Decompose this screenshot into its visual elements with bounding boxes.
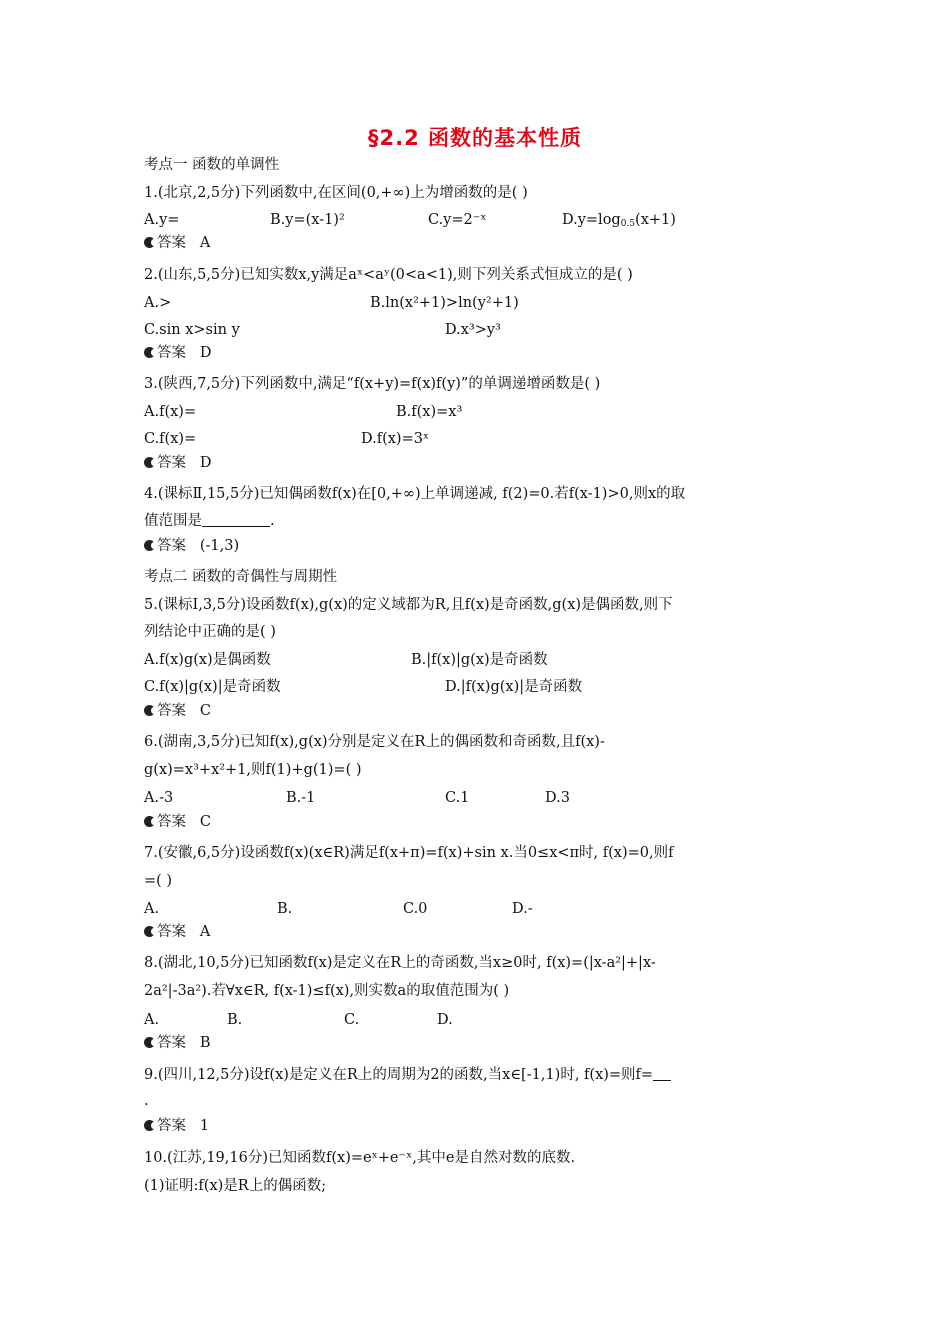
question-10-line2: (1)证明:f(x)是R上的偶函数;	[144, 1178, 327, 1194]
q4-line2-post: .	[270, 513, 275, 529]
question-7-line2: =( )	[144, 873, 173, 889]
answer-icon	[144, 1120, 155, 1131]
answer-row	[144, 812, 211, 832]
q3-option-b: B.f(x)=x³	[396, 404, 463, 420]
question-3-stem: 3.(陕西,7,5分)下列函数中,满足“f(x+y)=f(x)f(y)”的单调递增函数是( )	[144, 376, 601, 392]
answer-icon	[144, 1037, 155, 1048]
q1-option-d-pre: D.y=log	[562, 212, 621, 228]
question-9-line2: .	[144, 1093, 149, 1109]
answer-row	[144, 1033, 210, 1053]
q7-option-d: D.-	[512, 901, 533, 917]
q2-option-c: C.sin x>sin y	[144, 322, 240, 338]
q8-option-b: B.	[227, 1012, 243, 1028]
q8-option-d: D.	[437, 1012, 453, 1028]
answer-row	[144, 233, 210, 253]
answer-row	[144, 1116, 209, 1136]
answer-icon	[144, 540, 155, 551]
q7-option-b: B.	[277, 901, 293, 917]
answer-label: 答案	[157, 455, 186, 471]
answer-icon	[144, 237, 155, 248]
answer-value: (-1,3)	[199, 538, 240, 554]
q1-option-d-sub: 0.5	[620, 219, 636, 229]
question-4-line1: 4.(课标Ⅱ,15,5分)已知偶函数f(x)在[0,+∞)上单调递减, f(2)=0.若f(x-1)>0,则x的取	[144, 486, 686, 502]
q7-option-a: A.	[144, 901, 160, 917]
answer-icon	[144, 457, 155, 468]
q5-option-a: A.f(x)g(x)是偶函数	[144, 652, 271, 668]
page-title: §2.2 函数的基本性质	[367, 126, 582, 150]
question-5-line2: 列结论中正确的是( )	[144, 624, 276, 640]
q6-option-d: D.3	[545, 790, 570, 806]
q4-line2-pre: 值范围是	[144, 513, 202, 529]
answer-label: 答案	[157, 924, 186, 940]
q1-option-d-post: (x+1)	[635, 212, 676, 228]
q9-line1-text: 9.(四川,12,5分)设f(x)是定义在R上的周期为2的函数,当x∈[-1,1)时, f(x)=则f=	[144, 1067, 654, 1083]
answer-blank	[202, 512, 270, 527]
answer-value: 1	[199, 1118, 210, 1134]
answer-label: 答案	[157, 1035, 186, 1051]
q8-option-c: C.	[344, 1012, 360, 1028]
q6-option-b: B.-1	[286, 790, 316, 806]
answer-icon	[144, 926, 155, 937]
section-heading: 考点二 函数的奇偶性与周期性	[144, 569, 338, 585]
q5-option-c: C.f(x)|g(x)|是奇函数	[144, 679, 281, 695]
answer-label: 答案	[157, 1118, 186, 1134]
answer-row	[144, 453, 211, 473]
q7-option-c: C.0	[403, 901, 428, 917]
answer-label: 答案	[157, 345, 186, 361]
q6-option-a: A.-3	[144, 790, 174, 806]
q5-option-b: B.|f(x)|g(x)是奇函数	[411, 652, 548, 668]
question-8-line1: 8.(湖北,10,5分)已知函数f(x)是定义在R上的奇函数,当x≥0时, f(x)=(|x-a²|+|x-	[144, 955, 656, 971]
answer-blank	[653, 1066, 671, 1081]
q2-option-d: D.x³>y³	[445, 322, 501, 338]
question-8-line2: 2a²|-3a²).若∀x∈R, f(x-1)≤f(x),则实数a的取值范围为( )	[144, 983, 510, 999]
question-6-line1: 6.(湖南,3,5分)已知f(x),g(x)分别是定义在R上的偶函数和奇函数,且f(x)-	[144, 734, 605, 750]
q3-option-c: C.f(x)=	[144, 431, 197, 447]
answer-label: 答案	[157, 538, 186, 554]
answer-value: C	[199, 703, 211, 719]
q3-option-d: D.f(x)=3ˣ	[361, 431, 430, 447]
question-1-stem: 1.(北京,2,5分)下列函数中,在区间(0,+∞)上为增函数的是( )	[144, 185, 528, 201]
q6-option-c: C.1	[445, 790, 470, 806]
question-6-line2: g(x)=x³+x²+1,则f(1)+g(1)=( )	[144, 762, 362, 778]
question-7-line1: 7.(安徽,6,5分)设函数f(x)(x∈R)满足f(x+π)=f(x)+sin x.当0≤x<π时, f(x)=0,则f	[144, 845, 674, 861]
answer-value: B	[199, 1035, 211, 1051]
question-2-stem: 2.(山东,5,5分)已知实数x,y满足aˣ<aʸ(0<a<1),则下列关系式恒成立的是( )	[144, 267, 633, 283]
answer-label: 答案	[157, 235, 186, 251]
answer-icon	[144, 705, 155, 716]
question-4-line2	[144, 511, 275, 531]
answer-value: D	[199, 455, 212, 471]
answer-value: A	[199, 235, 211, 251]
answer-label: 答案	[157, 814, 186, 830]
q1-option-d	[562, 210, 676, 234]
answer-value: C	[199, 814, 211, 830]
answer-row	[144, 701, 211, 721]
q3-option-a: A.f(x)=	[144, 404, 197, 420]
q1-option-b: B.y=(x-1)²	[270, 212, 345, 228]
q5-option-d: D.|f(x)g(x)|是奇函数	[445, 679, 583, 695]
q1-option-c: C.y=2⁻ˣ	[428, 212, 487, 228]
q8-option-a: A.	[144, 1012, 160, 1028]
answer-value: A	[199, 924, 211, 940]
q2-option-a: A.>	[144, 295, 172, 311]
question-10-line1: 10.(江苏,19,16分)已知函数f(x)=eˣ+e⁻ˣ,其中e是自然对数的底数.	[144, 1150, 576, 1166]
answer-icon	[144, 816, 155, 827]
question-9-line1	[144, 1065, 671, 1085]
q2-option-b: B.ln(x²+1)>ln(y²+1)	[370, 295, 519, 311]
answer-row	[144, 922, 210, 942]
answer-icon	[144, 347, 155, 358]
answer-label: 答案	[157, 703, 186, 719]
answer-value: D	[199, 345, 212, 361]
q1-option-a: A.y=	[144, 212, 180, 228]
answer-row	[144, 343, 211, 363]
answer-row	[144, 536, 239, 556]
section-heading: 考点一 函数的单调性	[144, 157, 280, 173]
question-5-line1: 5.(课标Ⅰ,3,5分)设函数f(x),g(x)的定义域都为R,且f(x)是奇函数,g(x)是偶函数,则下	[144, 597, 673, 613]
